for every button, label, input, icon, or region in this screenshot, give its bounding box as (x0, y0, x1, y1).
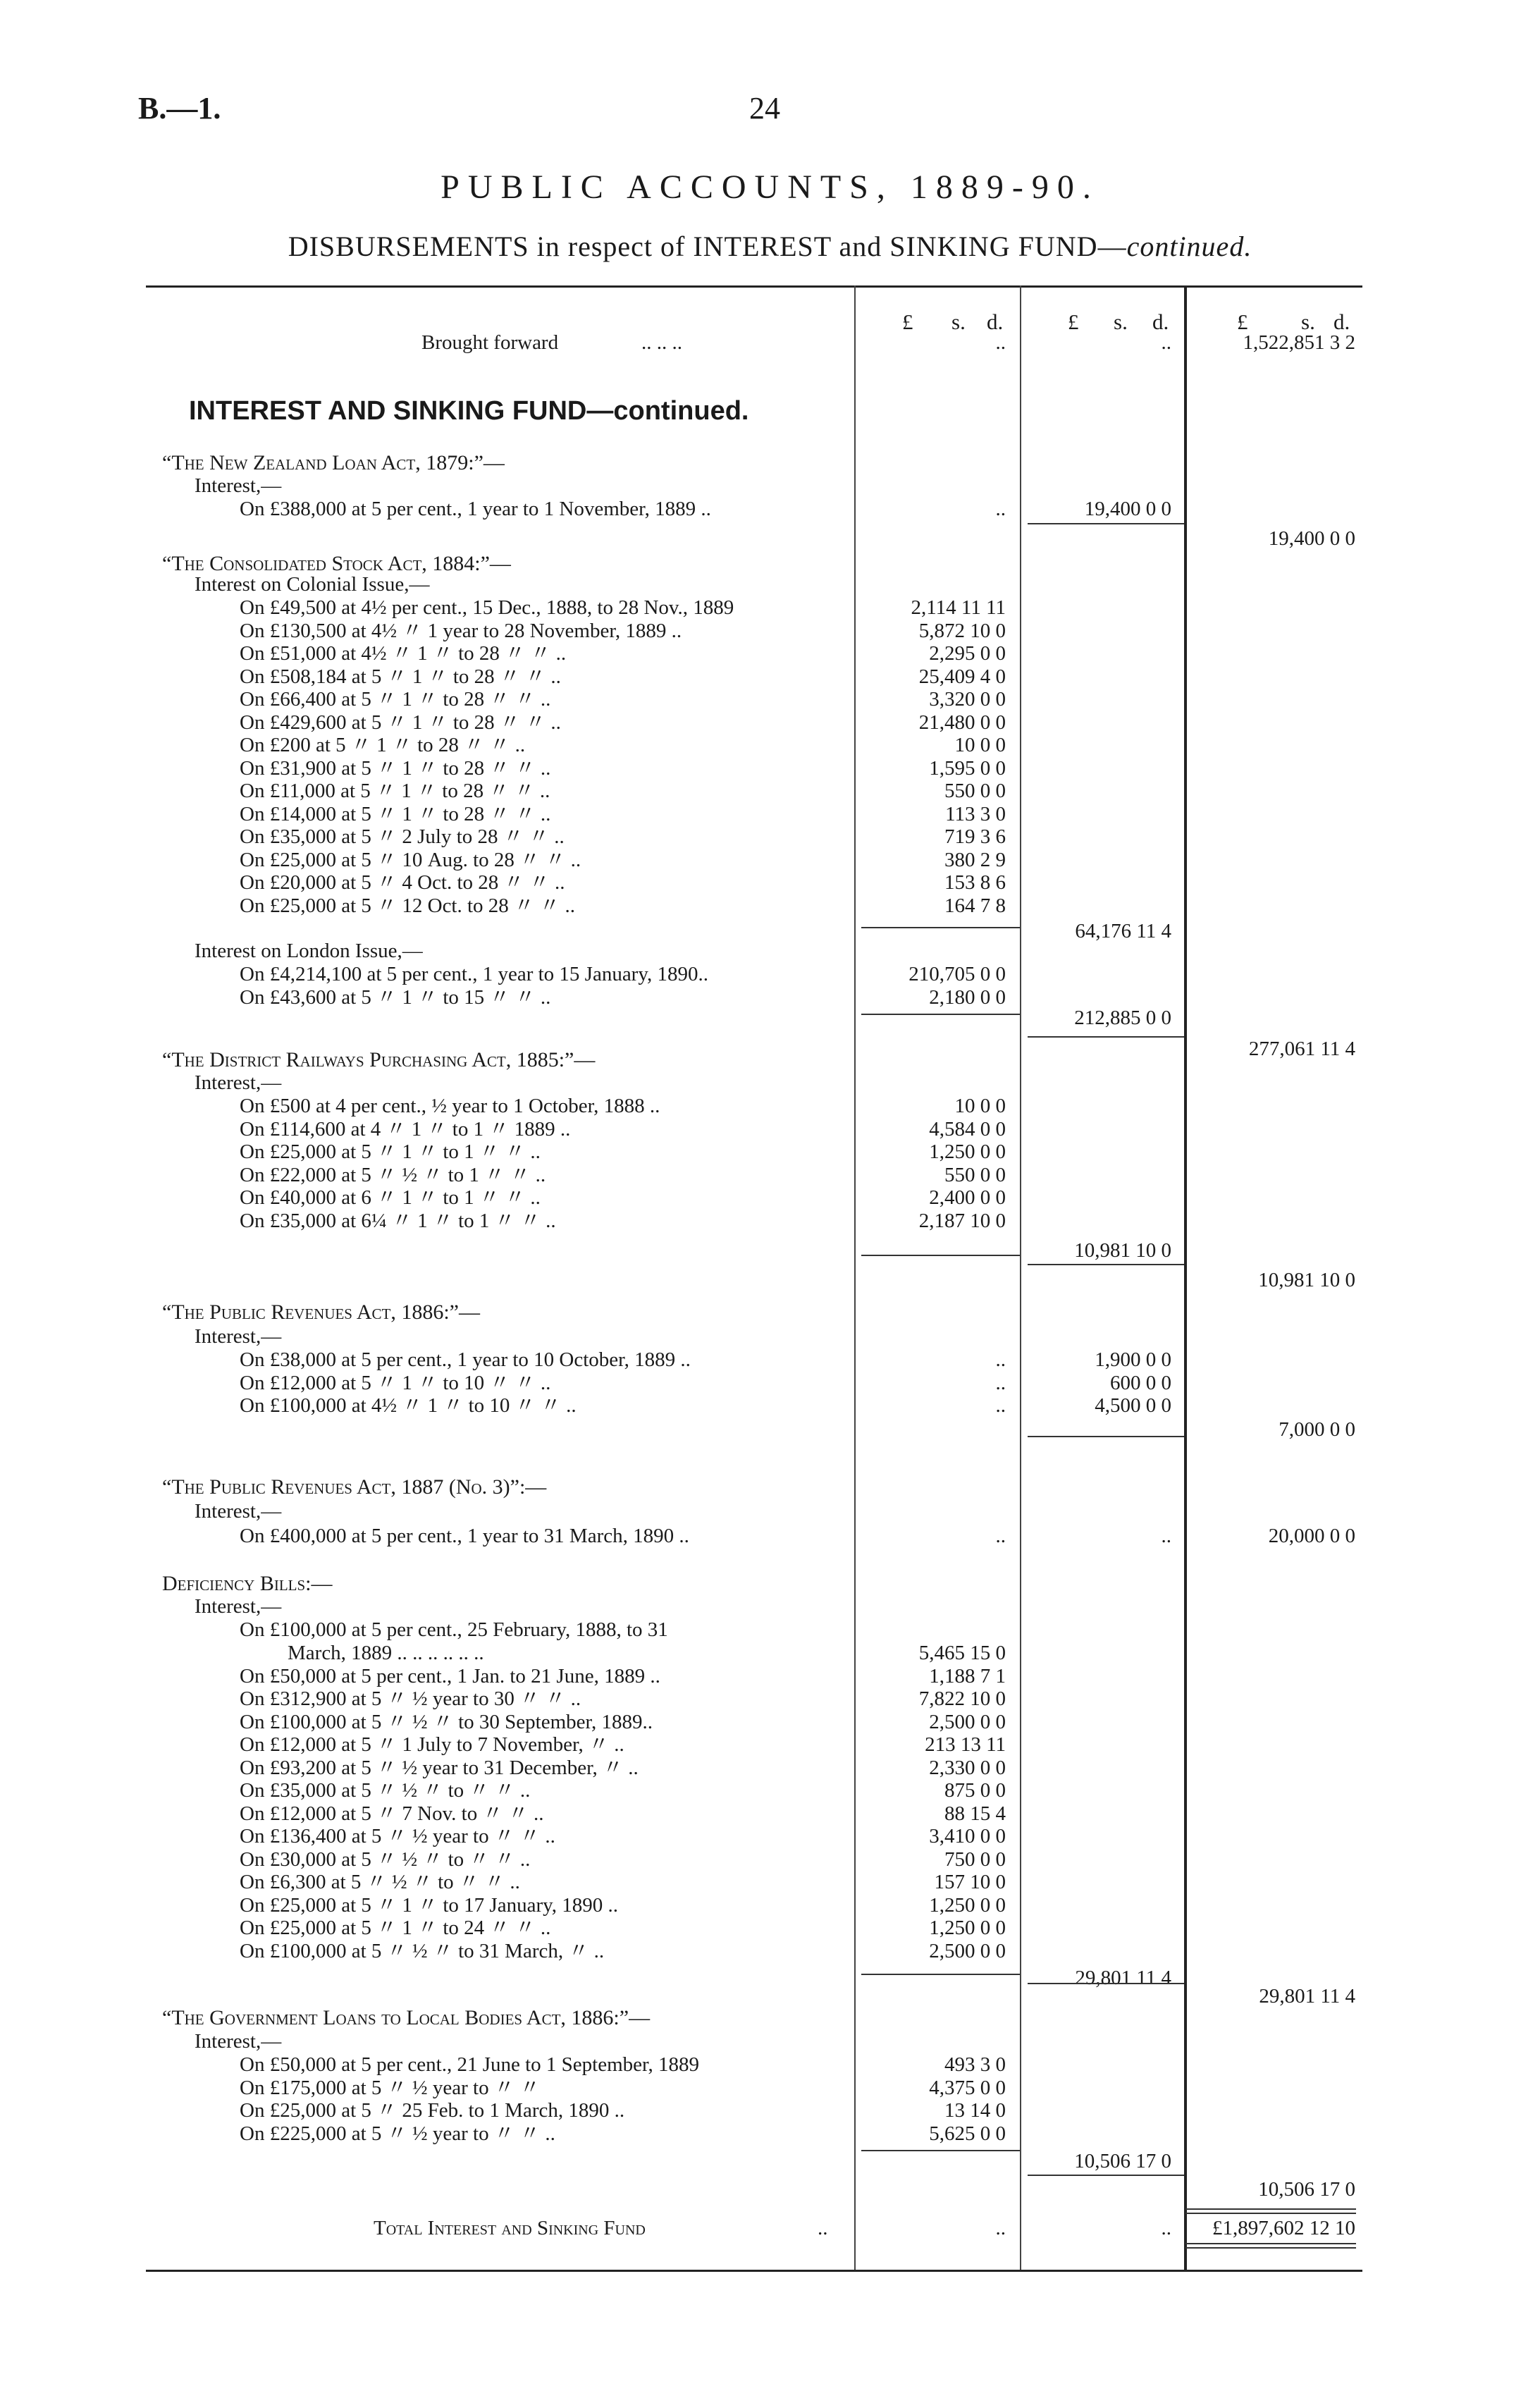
line-amount: 1,250 0 0 (929, 1893, 1006, 1917)
subtotal-rule (1028, 1983, 1184, 1984)
line-text: On £93,200 at 5 〃 ½ year to 31 December, 〃 .. (240, 1756, 639, 1779)
line-amount: 25,409 4 0 (918, 665, 1006, 688)
district-railways-heading: “The District Railways Purchasing Act, 1885:”— (162, 1048, 596, 1071)
line-text: On £225,000 at 5 〃 ½ year to 〃 〃 .. (240, 2122, 555, 2145)
public-revenues-1887-sub-row (0, 1500, 1540, 1523)
subtotal-rule (1028, 2175, 1184, 2176)
shilling-header: s. (951, 309, 966, 334)
table-row (0, 757, 1540, 780)
line-amount: 5,465 15 0 (918, 1642, 1006, 1664)
line-amount: 4,375 0 0 (929, 2076, 1006, 2099)
line-text: On £388,000 at 5 per cent., 1 year to 1 November, 1889 .. (240, 498, 711, 520)
table-row (0, 963, 1540, 986)
line-amount: 4,584 0 0 (929, 1117, 1006, 1140)
pence-header: d. (1333, 309, 1350, 334)
section-total: 29,801 11 4 (1259, 1985, 1355, 2007)
nz-loan-act-row (0, 498, 1540, 521)
line-text: On £12,000 at 5 〃 7 Nov. to 〃 〃 .. (240, 1802, 544, 1825)
subtitle-continued: continued. (1126, 230, 1252, 262)
line-text: On £175,000 at 5 〃 ½ year to 〃 〃 (240, 2076, 541, 2099)
line-amount: 13 14 0 (944, 2099, 1006, 2122)
line-amount: 113 3 0 (945, 802, 1006, 825)
district-total-row (0, 1269, 1540, 1292)
shilling-header: s. (1114, 309, 1128, 334)
line-amount: 3,410 0 0 (929, 1825, 1006, 1847)
table-row (0, 1825, 1540, 1848)
page-number: 24 (749, 91, 780, 125)
interest-subheading: Interest,— (195, 1071, 282, 1094)
table-row (0, 1917, 1540, 1940)
col2-value: 1,900 0 0 (1095, 1348, 1171, 1371)
pound-header: £ (902, 309, 913, 334)
district-subtotal-row (0, 1239, 1540, 1262)
table-row (0, 803, 1540, 826)
line-text: On £14,000 at 5 〃 1 〃 to 28 〃 〃 .. (240, 802, 551, 825)
page-subtitle (0, 230, 1540, 263)
table-row (0, 1118, 1540, 1141)
table-row (0, 711, 1540, 734)
local-bodies-subtotal-row (0, 2150, 1540, 2173)
line-amount: 493 3 0 (944, 2053, 1006, 2076)
table-row (0, 596, 1540, 620)
subtitle-main: DISBURSEMENTS in respect of INTEREST and SINKING FUND— (288, 230, 1127, 262)
col2-value: 19,400 0 0 (1084, 498, 1171, 520)
deficiency-first-line-row (0, 1618, 1540, 1642)
table-row (0, 620, 1540, 643)
table-row (0, 665, 1540, 689)
table-row (0, 1687, 1540, 1711)
grand-total-row (0, 2217, 1540, 2240)
line-amount: 2,500 0 0 (929, 1710, 1006, 1733)
local-bodies-total-row (0, 2178, 1540, 2201)
table-row (0, 986, 1540, 1009)
line-amount: 1,595 0 0 (929, 756, 1006, 780)
line-amount: 2,295 0 0 (929, 642, 1006, 665)
line-text: On £500 at 4 per cent., ½ year to 1 October, 1888 .. (240, 1095, 660, 1117)
line-text: On £25,000 at 5 〃 1 〃 to 24 〃 〃 .. (240, 1917, 551, 1939)
line-text: On £30,000 at 5 〃 ½ 〃 to 〃 〃 .. (240, 1847, 531, 1871)
public-revenues-1886-total-row (0, 1418, 1540, 1441)
brought-forward-row (0, 331, 1540, 355)
london-issue-sub-row (0, 940, 1540, 963)
line-text: On £114,600 at 4 〃 1 〃 to 1 〃 1889 .. (240, 1117, 571, 1140)
line-text: On £50,000 at 5 per cent., 1 Jan. to 21 June, 1889 .. (240, 1664, 660, 1687)
table-row (0, 734, 1540, 757)
local-bodies-sub-row (0, 2030, 1540, 2053)
local-bodies-subtotal: 10,506 17 0 (1074, 2150, 1171, 2172)
line-text: On £12,000 at 5 〃 1 〃 to 10 〃 〃 .. (240, 1371, 551, 1394)
line-amount: 2,500 0 0 (929, 1939, 1006, 1962)
line-text: On £508,184 at 5 〃 1 〃 to 28 〃 〃 .. (240, 665, 561, 688)
line-amount: 21,480 0 0 (918, 711, 1006, 734)
deficiency-subtotal: 29,801 11 4 (1075, 1967, 1171, 1989)
line-amount: 2,187 10 0 (918, 1209, 1006, 1232)
page-title: PUBLIC ACCOUNTS, 1889-90. (441, 168, 1099, 206)
section-total: 10,506 17 0 (1258, 2178, 1355, 2201)
table-row (0, 1733, 1540, 1757)
section-total: 20,000 0 0 (1268, 1525, 1355, 1547)
nz-loan-act-total-row (0, 527, 1540, 551)
line-amount: 1,250 0 0 (929, 1140, 1006, 1163)
line-amount: 1,250 0 0 (929, 1917, 1006, 1939)
col1-value: .. (995, 1525, 1006, 1547)
leader-dots: .. (818, 2217, 828, 2239)
table-row (0, 1894, 1540, 1917)
column-header-row (0, 310, 1540, 333)
deficiency-bills-heading: Deficiency Bills:— (162, 1572, 333, 1595)
line-text: On £100,000 at 5 〃 ½ 〃 to 31 March, 〃 .. (240, 1939, 605, 1962)
line-amount: 210,705 0 0 (908, 963, 1006, 985)
table-row (0, 1095, 1540, 1118)
table-row (0, 1940, 1540, 1963)
line-text: On £51,000 at 4½ 〃 1 〃 to 28 〃 〃 .. (240, 642, 567, 665)
grand-total-amount: £1,897,602 12 10 (1212, 2217, 1355, 2239)
line-amount: 2,400 0 0 (929, 1186, 1006, 1209)
line-text: On £11,000 at 5 〃 1 〃 to 28 〃 〃 .. (240, 780, 550, 802)
section-total: 277,061 11 4 (1248, 1038, 1355, 1060)
col1-value: .. (995, 1394, 1006, 1417)
line-amount: 5,872 10 0 (918, 619, 1006, 642)
local-bodies-heading: “The Government Loans to Local Bodies Act, 1886:”— (162, 2006, 651, 2029)
leader-dots: .. .. .. (641, 331, 682, 354)
colonial-issue-subheading: Interest on Colonial Issue,— (195, 573, 430, 596)
table-row (0, 2053, 1540, 2077)
section-total: 7,000 0 0 (1279, 1418, 1355, 1441)
line-text: On £12,000 at 5 〃 1 July to 7 November, 〃 .. (240, 1733, 624, 1756)
col1-value: .. (995, 1371, 1006, 1394)
line-amount: 550 0 0 (944, 780, 1006, 802)
line-amount: 213 13 11 (925, 1733, 1006, 1756)
table-row (0, 1848, 1540, 1871)
line-amount: 164 7 8 (944, 894, 1006, 917)
section-total: 19,400 0 0 (1268, 527, 1355, 550)
deficiency-total-row (0, 1985, 1540, 2008)
line-amount: 2,114 11 11 (911, 596, 1006, 619)
table-row (0, 1642, 1540, 1665)
shilling-header: s. (1301, 309, 1315, 334)
table-row (0, 1394, 1540, 1418)
line-amount: 153 8 6 (944, 871, 1006, 894)
table-row (0, 1372, 1540, 1395)
nz-loan-act-sub-row (0, 474, 1540, 498)
subtotal-rule (1028, 1264, 1184, 1265)
line-text: On £200 at 5 〃 1 〃 to 28 〃 〃 .. (240, 734, 526, 756)
line-text: On £20,000 at 5 〃 4 Oct. to 28 〃 〃 .. (240, 871, 565, 894)
line-text: On £66,400 at 5 〃 1 〃 to 28 〃 〃 .. (240, 688, 551, 711)
line-text: On £4,214,100 at 5 per cent., 1 year to 15 January, 1890.. (240, 963, 708, 985)
col1-value: .. (995, 2217, 1006, 2239)
line-amount: 719 3 6 (944, 825, 1006, 848)
district-subtotal: 10,981 10 0 (1074, 1239, 1171, 1262)
table-row (0, 1757, 1540, 1780)
table-row (0, 688, 1540, 711)
line-text: On £40,000 at 6 〃 1 〃 to 1 〃 〃 .. (240, 1186, 541, 1209)
col1-value: .. (995, 1348, 1006, 1371)
table-row (0, 1164, 1540, 1187)
brought-forward-label: Brought forward (421, 331, 559, 354)
brought-forward-col1: .. (995, 331, 1006, 354)
line-text: On £50,000 at 5 per cent., 21 June to 1 September, 1889 (240, 2053, 700, 2076)
line-text: On £43,600 at 5 〃 1 〃 to 15 〃 〃 .. (240, 985, 551, 1009)
london-subtotal: 212,885 0 0 (1074, 1007, 1171, 1029)
line-amount: 5,625 0 0 (929, 2122, 1006, 2145)
line-amount: 875 0 0 (944, 1779, 1006, 1802)
line-text: On £49,500 at 4½ per cent., 15 Dec., 1888, to 28 Nov., 1889 (240, 596, 734, 619)
line-text: On £100,000 at 5 per cent., 25 February, 1888, to 31 (240, 1618, 668, 1641)
line-text: On £35,000 at 6¼ 〃 1 〃 to 1 〃 〃 .. (240, 1209, 556, 1232)
public-revenues-1887-row (0, 1525, 1540, 1548)
pence-header: d. (987, 309, 1004, 334)
deficiency-bills-sub-row (0, 1595, 1540, 1618)
line-amount: 10 0 0 (954, 1095, 1006, 1117)
table-row (0, 2122, 1540, 2146)
pound-header: £ (1068, 309, 1079, 334)
section-heading: INTEREST AND SINKING FUND—continued. (189, 396, 749, 426)
grand-total-rule (1185, 2208, 1356, 2214)
section-total: 10,981 10 0 (1258, 1269, 1355, 1291)
line-amount: 2,180 0 0 (929, 985, 1006, 1009)
line-text: On £25,000 at 5 〃 12 Oct. to 28 〃 〃 .. (240, 894, 576, 917)
line-amount: 10 0 0 (954, 734, 1006, 756)
brought-forward-total: 1,522,851 3 2 (1243, 331, 1355, 354)
line-text: On £38,000 at 5 per cent., 1 year to 10 October, 1889 .. (240, 1348, 691, 1371)
line-text: On £25,000 at 5 〃 1 〃 to 17 January, 1890 .. (240, 1893, 618, 1917)
line-text: March, 1889 .. .. .. .. .. .. (288, 1642, 484, 1664)
line-text: On £400,000 at 5 per cent., 1 year to 31 March, 1890 .. (240, 1525, 689, 1547)
line-text: On £312,900 at 5 〃 ½ year to 30 〃 〃 .. (240, 1687, 581, 1710)
line-text: On £25,000 at 5 〃 1 〃 to 1 〃 〃 .. (240, 1140, 541, 1163)
table-row (0, 894, 1540, 918)
line-text: On £6,300 at 5 〃 ½ 〃 to 〃 〃 .. (240, 1871, 520, 1893)
consolidated-act-heading: “The Consolidated Stock Act, 1884:”— (162, 552, 511, 575)
line-amount: 3,320 0 0 (929, 688, 1006, 711)
interest-subheading: Interest,— (195, 1500, 282, 1523)
public-revenues-1886-sub-row (0, 1325, 1540, 1348)
table-row (0, 1140, 1540, 1164)
line-text: On £25,000 at 5 〃 10 Aug. to 28 〃 〃 .. (240, 848, 581, 871)
brought-forward-col2: .. (1161, 331, 1171, 354)
public-revenues-1887-heading: “The Public Revenues Act, 1887 (No. 3)”:— (162, 1475, 547, 1499)
interest-subheading: Interest,— (195, 1325, 282, 1348)
line-amount: 2,330 0 0 (929, 1756, 1006, 1779)
table-row (0, 1348, 1540, 1372)
table-row (0, 825, 1540, 849)
line-amount: 7,822 10 0 (918, 1687, 1006, 1710)
line-amount: 380 2 9 (944, 848, 1006, 871)
table-row (0, 1210, 1540, 1233)
line-text: On £100,000 at 4½ 〃 1 〃 to 10 〃 〃 .. (240, 1394, 577, 1417)
nz-loan-act-heading: “The New Zealand Loan Act, 1879:”— (162, 451, 505, 474)
line-amount: 157 10 0 (934, 1871, 1006, 1893)
public-revenues-1886-heading: “The Public Revenues Act, 1886:”— (162, 1301, 480, 1324)
line-text: On £100,000 at 5 〃 ½ 〃 to 30 September, 1889.. (240, 1710, 653, 1733)
table-row (0, 780, 1540, 803)
line-text: On £130,500 at 4½ 〃 1 year to 28 November, 1889 .. (240, 619, 682, 642)
london-subtotal-row (0, 1007, 1540, 1030)
col1-value: .. (995, 498, 1006, 520)
col2-value: 600 0 0 (1110, 1371, 1171, 1394)
pound-header: £ (1237, 309, 1248, 334)
district-railways-sub-row (0, 1071, 1540, 1095)
colonial-subtotal: 64,176 11 4 (1075, 920, 1171, 942)
grand-total-label: Total Interest and Sinking Fund (374, 2217, 646, 2239)
interest-subheading: Interest,— (195, 474, 282, 497)
table-row (0, 1186, 1540, 1210)
table-row (0, 642, 1540, 665)
table-row (0, 871, 1540, 894)
line-amount: 1,188 7 1 (929, 1664, 1006, 1687)
col2-value: .. (1161, 1525, 1171, 1547)
document-code: B.—1. (138, 91, 221, 125)
table-row (0, 1802, 1540, 1826)
line-text: On £25,000 at 5 〃 25 Feb. to 1 March, 1890 .. (240, 2099, 625, 2122)
pence-header: d. (1152, 309, 1169, 334)
table-row (0, 2099, 1540, 2122)
table-row (0, 1665, 1540, 1688)
line-amount: 550 0 0 (944, 1163, 1006, 1186)
table-row (0, 849, 1540, 872)
table-row (0, 2077, 1540, 2100)
line-text: On £35,000 at 5 〃 ½ 〃 to 〃 〃 .. (240, 1779, 531, 1802)
london-issue-subheading: Interest on London Issue,— (195, 940, 423, 962)
table-row (0, 1711, 1540, 1734)
subtotal-rule (1028, 523, 1184, 524)
interest-subheading: Interest,— (195, 1595, 282, 1618)
line-text: On £22,000 at 5 〃 ½ 〃 to 1 〃 〃 .. (240, 1163, 546, 1186)
col2-value: 4,500 0 0 (1095, 1394, 1171, 1417)
table-row (0, 1779, 1540, 1802)
line-amount: 750 0 0 (944, 1847, 1006, 1871)
colonial-issue-sub-row (0, 573, 1540, 596)
line-text: On £31,900 at 5 〃 1 〃 to 28 〃 〃 .. (240, 756, 551, 780)
line-text: On £35,000 at 5 〃 2 July to 28 〃 〃 .. (240, 825, 565, 848)
table-row (0, 1871, 1540, 1894)
grand-total-rule (1185, 2243, 1356, 2249)
interest-subheading: Interest,— (195, 2030, 282, 2053)
line-text: On £429,600 at 5 〃 1 〃 to 28 〃 〃 .. (240, 711, 561, 734)
line-amount: 88 15 4 (944, 1802, 1006, 1825)
col2-value: .. (1161, 2217, 1171, 2239)
line-text: On £136,400 at 5 〃 ½ year to 〃 〃 .. (240, 1825, 555, 1847)
